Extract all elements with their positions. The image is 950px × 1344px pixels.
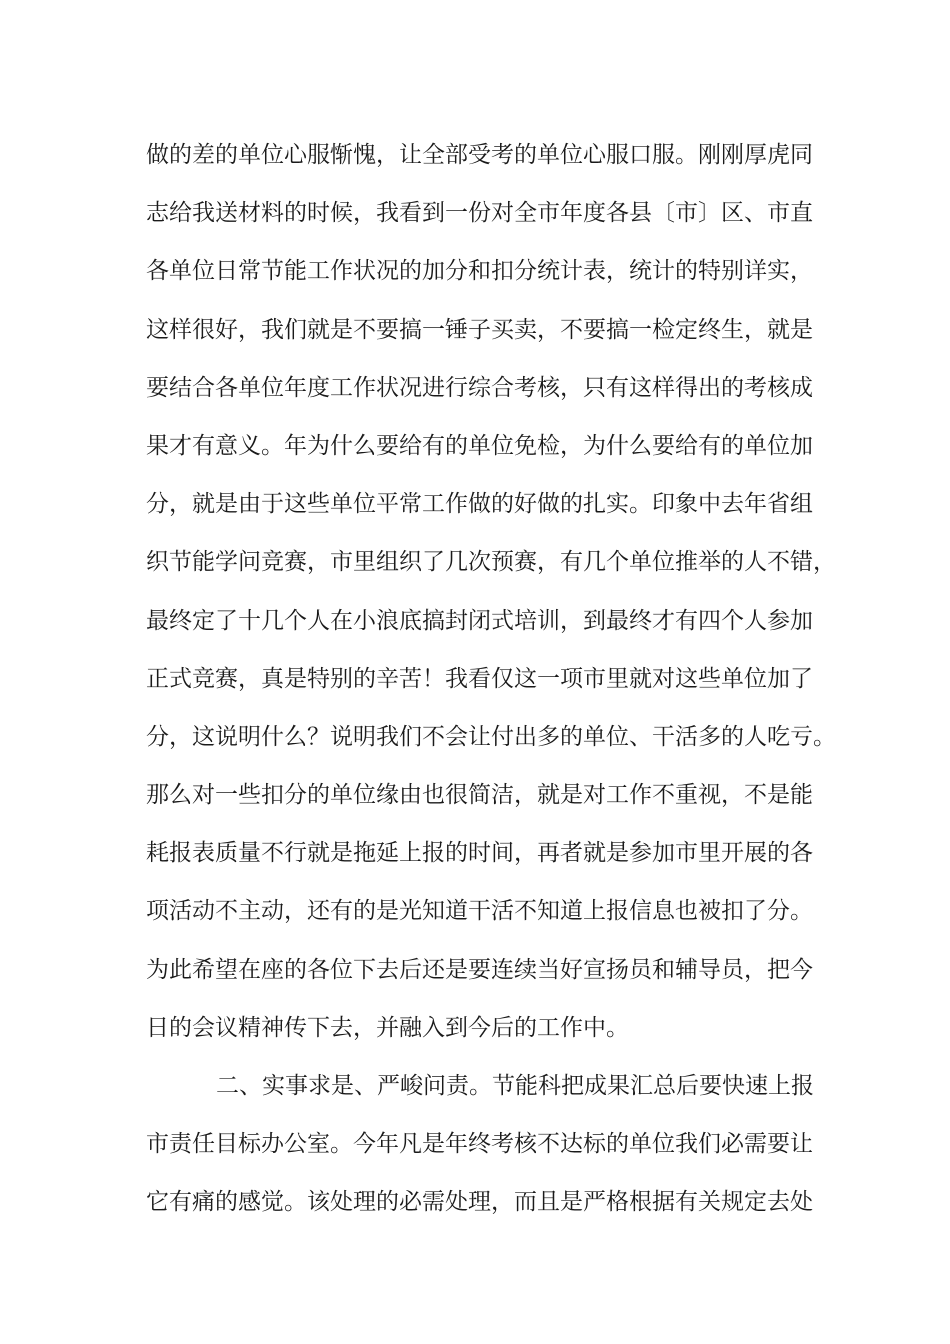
text-line: 项活动不主动，还有的是光知道干活不知道上报信息也被扣了分。 [146,898,813,925]
text-line: 正式竞赛，真是特别的辛苦！我看仅这一项市里就对这些单位加了 [146,665,813,692]
body-text [146,126,836,1232]
text-line: 最终定了十几个人在小浪底搞封闭式培训，到最终才有四个人参加 [146,607,813,634]
text-line: 这样很好，我们就是不要搞一锤子买卖，不要搞一检定终生，就是 [146,316,813,343]
text-line: 做的差的单位心服惭愧，让全部受考的单位心服口服。刚刚厚虎同 [146,142,813,168]
text-line: 志给我送材料的时候，我看到一份对全市年度各县〔市〕区、市直 [146,200,813,227]
text-line: 分，这说明什么？说明我们不会让付出多的单位、干活多的人吃亏。 [146,723,836,750]
text-line: 那么对一些扣分的单位缘由也很简洁，就是对工作不重视，不是能 [146,782,813,809]
section-heading-line: 二、实事求是、严峻问责。节能科把成果汇总后要快速上报 [216,1073,814,1099]
text-line: 为此希望在座的各位下去后还是要连续当好宣扬员和辅导员，把今 [146,956,813,983]
text-line: 市责任目标办公室。今年凡是年终考核不达标的单位我们必需要让 [146,1131,813,1158]
text-line: 织节能学问竞赛，市里组织了几次预赛，有几个单位推举的人不错， [146,549,836,576]
text-line: 要结合各单位年度工作状况进行综合考核，只有这样得出的考核成 [146,374,813,401]
text-line: 分，就是由于这些单位平常工作做的好做的扎实。印象中去年省组 [146,491,813,518]
text-line: 果才有意义。年为什么要给有的单位免检，为什么要给有的单位加 [146,432,813,459]
text-line: 它有痛的感觉。该处理的必需处理，而且是严格根据有关规定去处 [146,1189,813,1216]
text-line: 各单位日常节能工作状况的加分和扣分统计表，统计的特别详实， [146,258,813,285]
text-line: 耗报表质量不行就是拖延上报的时间，再者就是参加市里开展的各 [146,840,813,867]
text-line: 日的会议精神传下去，并融入到今后的工作中。 [146,1014,629,1041]
